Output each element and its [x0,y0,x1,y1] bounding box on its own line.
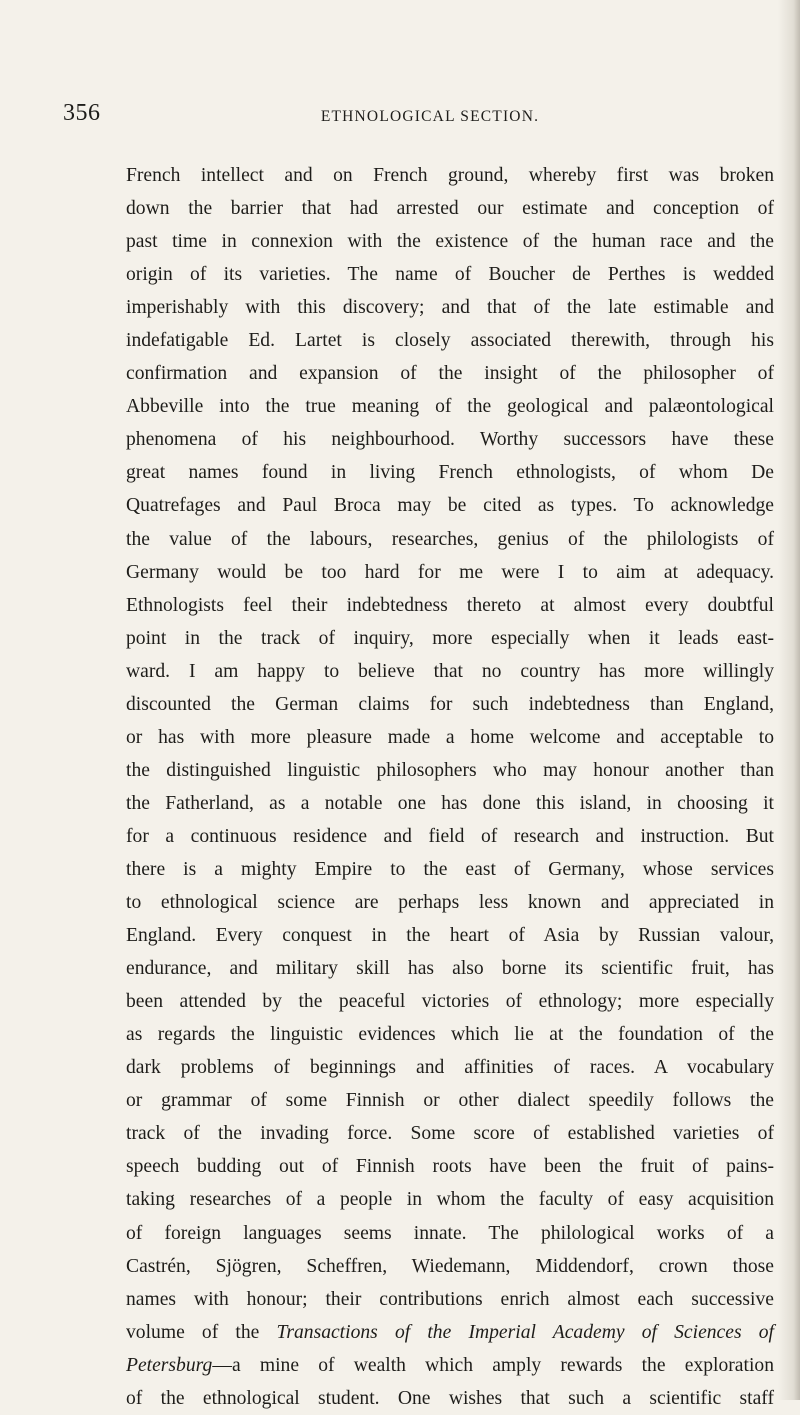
line-rest-text: —a mine of wealth which amply rewards the exploration [212,1354,774,1376]
text-line: to ethnological science are perhaps less known and appreciated in [126,892,774,914]
page-edge-shadow [778,0,800,1400]
text-line: discounted the German claims for such indebtedness than England, [126,693,774,715]
text-line: down the barrier that had arrested our estimate and conception of [126,198,774,220]
text-line: Castrén, Sjögren, Scheffren, Wiedemann, Middendorf, crown those [126,1255,774,1277]
text-line: ward. I am happy to believe that no country has more willingly [126,660,774,682]
page-number: 356 [63,100,101,126]
text-line: or grammar of some Finnish or other dialect speedily follows the [126,1090,774,1112]
text-line: names with honour; their contributions enrich almost each successive [126,1288,774,1310]
text-line: Abbeville into the true meaning of the geological and palæontological [126,396,774,418]
text-line: for a continuous residence and field of research and instruction. But [126,825,774,847]
text-line: indefatigable Ed. Lartet is closely associated therewith, through his [126,330,774,352]
text-line: point in the track of inquiry, more especially when it leads east- [126,627,774,649]
line-lead-text: volume of the [126,1321,277,1343]
text-line: the value of the labours, researches, genius of the philologists of [126,528,774,550]
text-line-with-italic-title [126,1349,774,1382]
text-line: endurance, and military skill has also borne its scientific fruit, has [126,958,774,980]
text-line: origin of its varieties. The name of Boucher de Perthes is wedded [126,264,774,286]
text-line: Ethnologists feel their indebtedness thereto at almost every doubtful [126,594,774,616]
text-line: the Fatherland, as a notable one has done this island, in choosing it [126,792,774,814]
text-line: taking researches of a people in whom the faculty of easy acquisition [126,1189,774,1211]
text-line: imperishably with this discovery; and that of the late estimable and [126,297,774,319]
text-line: past time in connexion with the existence of the human race and the [126,231,774,253]
text-line: of the ethnological student. One wishes that such a scientific staff [126,1387,774,1409]
text-line: the distinguished linguistic philosophers who may honour another than [126,759,774,781]
text-line: there is a mighty Empire to the east of Germany, whose services [126,858,774,880]
text-line: as regards the linguistic evidences which lie at the foundation of the [126,1024,774,1046]
text-line: or has with more pleasure made a home welcome and acceptable to [126,726,774,748]
text-line: of foreign languages seems innate. The philological works of a [126,1222,774,1244]
text-line: Quatrefages and Paul Broca may be cited as types. To acknowledge [126,495,774,517]
running-head: ETHNOLOGICAL SECTION. [320,108,540,125]
text-line: Germany would be too hard for me were I to aim at adequacy. [126,561,774,583]
text-line: track of the invading force. Some score of established varieties of [126,1123,774,1145]
text-line: dark problems of beginnings and affinities of races. A vocabulary [126,1057,774,1079]
text-line: been attended by the peaceful victories of ethnology; more especially [126,991,774,1013]
text-line: confirmation and expansion of the insight of the philosopher of [126,363,774,385]
text-line: England. Every conquest in the heart of Asia by Russian valour, [126,925,774,947]
journal-title-italic-end: Petersburg [126,1354,213,1376]
text-line: phenomena of his neighbourhood. Worthy successors have these [126,429,774,451]
body-text [126,159,774,1415]
text-line: speech budding out of Finnish roots have been the fruit of pains- [126,1156,774,1178]
journal-title-italic: Transactions of the Imperial Academy of Sciences of [276,1321,774,1343]
text-line: great names found in living French ethnologists, of whom De [126,462,774,484]
text-line-with-italic-title [126,1316,774,1349]
text-line: French intellect and on French ground, whereby first was broken [126,165,774,186]
